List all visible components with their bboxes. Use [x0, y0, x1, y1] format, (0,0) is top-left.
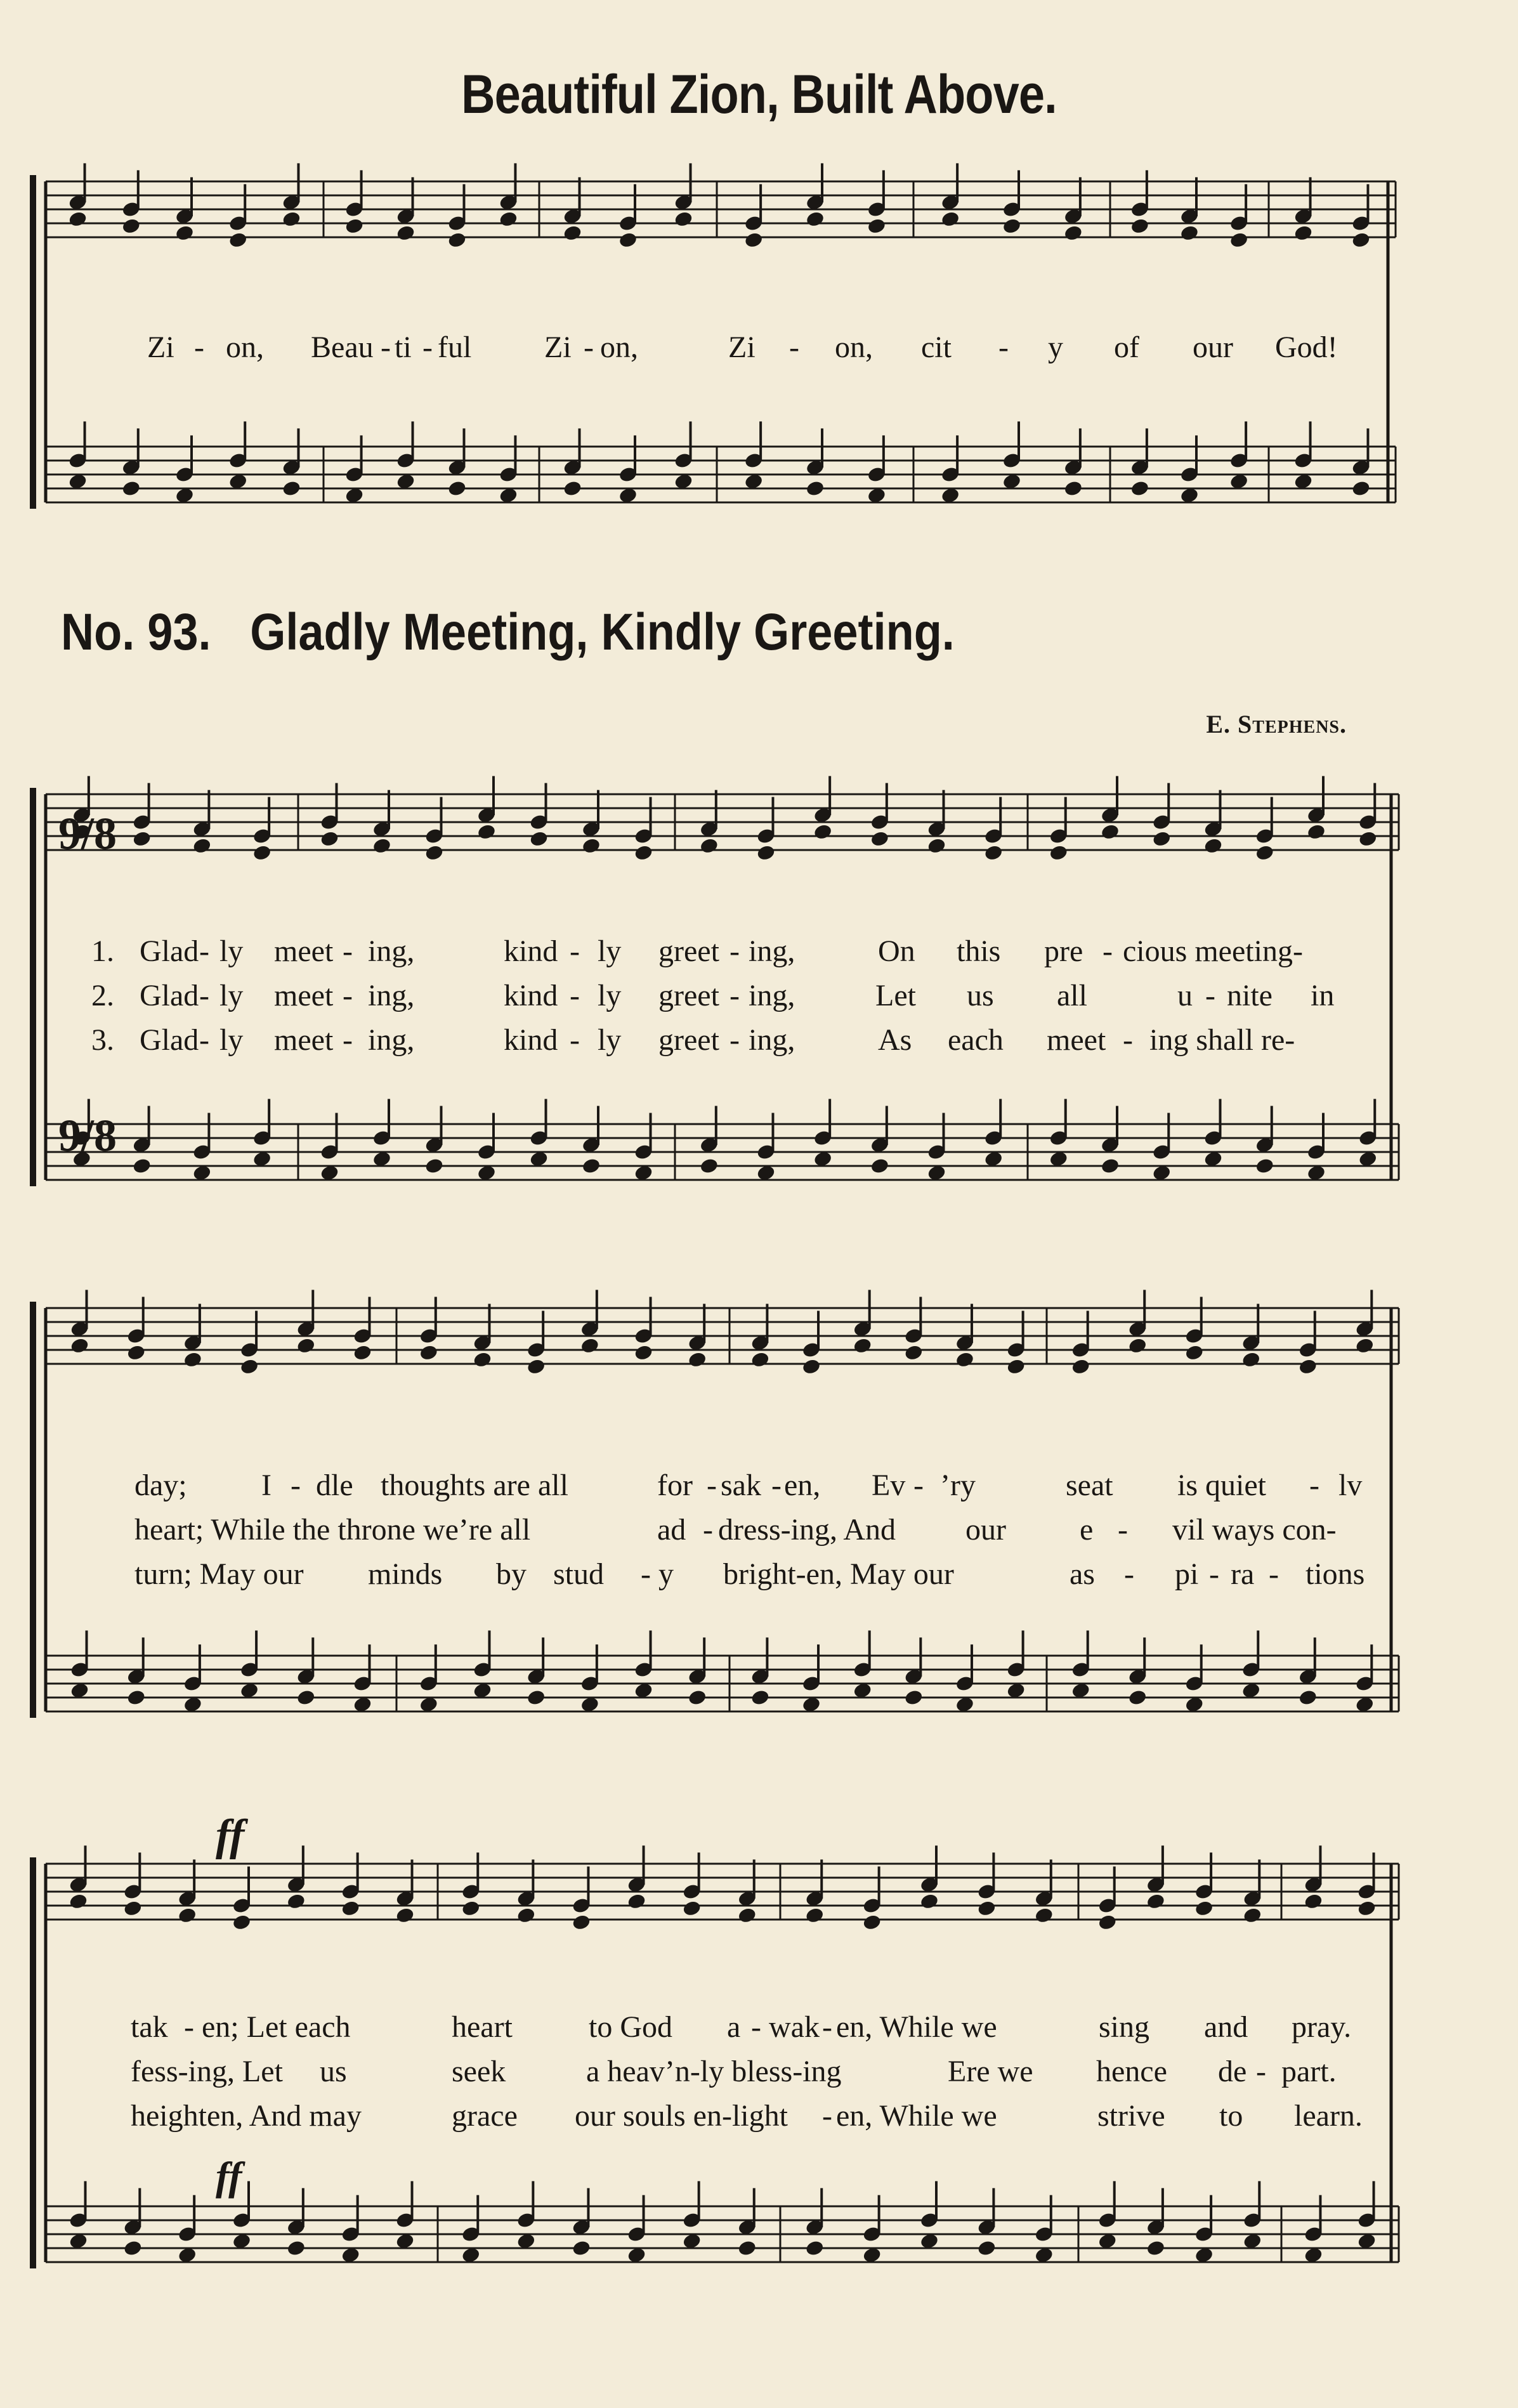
- note-head: [1243, 1907, 1262, 1925]
- lyric-word: Let: [875, 979, 916, 1012]
- note-head: [396, 225, 415, 242]
- note-head: [1203, 837, 1223, 855]
- lyric-hyphen: -: [1309, 1469, 1319, 1502]
- note-head: [232, 1914, 251, 1932]
- lyric-hyphen: -: [199, 934, 209, 968]
- note-head: [1194, 1900, 1214, 1918]
- lyric-word: fess-ing, Let: [131, 2055, 283, 2088]
- lyric-word: ra: [1231, 1557, 1255, 1591]
- lyric-word: cious meeting-: [1123, 934, 1303, 968]
- lyric-word: pre: [1044, 934, 1083, 968]
- note-head: [527, 1358, 546, 1376]
- note-head: [1152, 830, 1172, 848]
- lyric-word: ly: [598, 1023, 622, 1057]
- lyric-word: kind: [504, 979, 558, 1012]
- lyric-hyphen: -: [822, 2099, 832, 2133]
- lyric-word: Glad: [140, 979, 199, 1012]
- note-head: [756, 844, 776, 862]
- lyric-word: all: [1057, 979, 1087, 1012]
- lyric-word: lv: [1338, 1469, 1363, 1502]
- lyric-word: our souls en-light: [575, 2099, 788, 2133]
- lyric-hyphen: -: [789, 330, 799, 364]
- note-head: [572, 2239, 591, 2257]
- lyric-word: As: [878, 1023, 912, 1057]
- note-head: [252, 844, 272, 862]
- note-head: [563, 225, 582, 242]
- note-head: [1100, 1157, 1120, 1175]
- lyric-hyphen: -: [184, 2010, 194, 2044]
- lyric-word: wak: [769, 2010, 820, 2044]
- note-head: [178, 1907, 197, 1925]
- lyric-word: us: [967, 979, 994, 1012]
- note-head: [461, 1900, 481, 1918]
- lyric-word: in: [1311, 979, 1335, 1012]
- dynamic-marking-treble: ff: [216, 1811, 245, 1860]
- lyric-word: Zi: [728, 330, 756, 364]
- note-head: [1071, 1358, 1090, 1376]
- note-head: [750, 1689, 770, 1706]
- lyric-word: grace: [452, 2099, 518, 2133]
- note-head: [174, 225, 194, 242]
- note-head: [1034, 1907, 1054, 1925]
- lyric-word: tak: [131, 2010, 168, 2044]
- note-head: [1146, 1893, 1165, 1911]
- note-head: [1351, 232, 1371, 249]
- note-head: [1128, 1689, 1148, 1706]
- lyric-word: pi: [1175, 1557, 1199, 1591]
- lyric-word: ing,: [368, 1023, 415, 1057]
- lyric-word: heart: [452, 2010, 513, 2044]
- lyric-word: is quiet: [1177, 1469, 1266, 1502]
- lyric-word: part.: [1281, 2055, 1337, 2088]
- lyric-word: on,: [600, 330, 638, 364]
- note-head: [867, 218, 886, 235]
- lyric-word: ing,: [749, 934, 795, 968]
- note-head: [1229, 232, 1248, 249]
- note-head: [123, 1900, 143, 1918]
- lyric-word: our: [1193, 330, 1233, 364]
- note-head: [563, 480, 582, 497]
- lyric-word: y: [658, 1557, 674, 1591]
- note-head: [1184, 1344, 1204, 1362]
- note-head: [688, 1351, 707, 1369]
- lyric-word: meet: [274, 934, 334, 968]
- composer-credit: E. Stephens.: [1206, 710, 1347, 738]
- lyric-word: ing,: [368, 934, 415, 968]
- lyric-hyphen: -: [822, 2010, 832, 2044]
- note-head: [977, 2239, 997, 2257]
- lyric-hyphen: -: [730, 1023, 740, 1057]
- lyric-word: and: [1204, 2010, 1248, 2044]
- note-head: [1255, 1157, 1274, 1175]
- note-head: [132, 830, 152, 848]
- note-head: [1097, 1914, 1117, 1932]
- lyric-word: I: [261, 1469, 272, 1502]
- note-head: [737, 1907, 757, 1925]
- lyric-word: ing shall re-: [1149, 1023, 1295, 1057]
- lyric-word: us: [320, 2055, 347, 2088]
- lyric-hyphen: -: [199, 979, 209, 1012]
- lyric-word: pray.: [1292, 2010, 1352, 2044]
- lyric-word: as: [1070, 1557, 1095, 1591]
- lyric-hyphen: -: [194, 330, 204, 364]
- lyric-hyphen: -: [291, 1469, 301, 1502]
- note-head: [1128, 1337, 1148, 1355]
- note-head: [192, 837, 212, 855]
- lyric-hyphen: -: [771, 1469, 782, 1502]
- lyric-hyphen: -: [570, 934, 580, 968]
- hymn-title: Gladly Meeting, Kindly Greeting.: [250, 603, 955, 661]
- lyric-word: en, While we: [836, 2099, 997, 2133]
- lyric-word: kind: [504, 934, 558, 968]
- lyric-word: a heav’n-ly bless-ing: [586, 2055, 842, 2088]
- note-head: [870, 1157, 889, 1175]
- lyric-word: hence: [1096, 2055, 1167, 2088]
- lyric-word: meet: [274, 1023, 334, 1057]
- lyric-word: by: [496, 1557, 527, 1591]
- note-head: [72, 823, 91, 841]
- lyric-word: ly: [598, 979, 622, 1012]
- lyric-hyphen: -: [199, 1023, 209, 1057]
- lyric-hyphen: -: [751, 2010, 761, 2044]
- note-head: [126, 1689, 146, 1706]
- note-head: [805, 480, 825, 497]
- lyric-hyphen: -: [570, 1023, 580, 1057]
- note-head: [1351, 480, 1371, 497]
- lyric-word: u: [1177, 979, 1193, 1012]
- note-head: [286, 2239, 306, 2257]
- note-head: [296, 1689, 316, 1706]
- lyric-word: meet: [274, 979, 334, 1012]
- note-head: [927, 837, 946, 855]
- note-head: [674, 211, 693, 228]
- lyric-word: greet: [658, 1023, 719, 1057]
- lyric-word: this: [957, 934, 1001, 968]
- verse-number: 3.: [91, 1023, 114, 1057]
- lyric-word: ly: [219, 1023, 244, 1057]
- lyric-word: heighten, And may: [131, 2099, 362, 2133]
- time-signature-treble: 9/8: [58, 808, 117, 859]
- lyric-hyphen: -: [1256, 2055, 1266, 2088]
- note-head: [618, 232, 638, 249]
- note-head: [580, 1337, 599, 1355]
- lyric-hyphen: -: [1103, 934, 1113, 968]
- lyric-hyphen: -: [343, 934, 353, 968]
- lyric-word: meet: [1047, 1023, 1106, 1057]
- note-head: [424, 844, 444, 862]
- note-head: [750, 1351, 770, 1369]
- note-head: [805, 211, 825, 228]
- lyric-word: learn.: [1294, 2099, 1363, 2133]
- lyric-word: strive: [1097, 2099, 1165, 2133]
- note-head: [1006, 1358, 1026, 1376]
- note-head: [984, 844, 1004, 862]
- note-head: [813, 823, 833, 841]
- note-head: [68, 211, 88, 228]
- note-head: [132, 1157, 152, 1175]
- lyric-word: our: [965, 1513, 1006, 1547]
- note-head: [239, 1358, 259, 1376]
- lyric-word: ly: [598, 934, 622, 968]
- lyric-word: en, While we: [836, 2010, 997, 2044]
- lyric-hyphen: -: [1118, 1513, 1128, 1547]
- note-head: [476, 823, 496, 841]
- lyric-word: en; Let each: [202, 2010, 351, 2044]
- note-head: [634, 844, 653, 862]
- note-head: [737, 2239, 757, 2257]
- note-head: [977, 1900, 997, 1918]
- verse-number: 2.: [91, 979, 114, 1012]
- lyric-word: vil ways con-: [1172, 1513, 1337, 1547]
- lyric-word: bright-en, May our: [723, 1557, 954, 1591]
- lyric-word: ing,: [749, 979, 795, 1012]
- lyric-word: sak: [721, 1469, 761, 1502]
- lyric-word: God!: [1275, 330, 1338, 364]
- lyric-hyphen: -: [730, 934, 740, 968]
- note-head: [424, 1157, 444, 1175]
- lyric-word: tions: [1305, 1557, 1365, 1591]
- lyric-word: Zi: [147, 330, 174, 364]
- lyric-word: seat: [1066, 1469, 1113, 1502]
- lyric-hyphen: -: [422, 330, 433, 364]
- note-head: [1063, 225, 1083, 242]
- note-head: [344, 218, 364, 235]
- lyric-word: ing,: [368, 979, 415, 1012]
- lyric-word: dress-ing, And: [718, 1513, 896, 1547]
- dynamic-marking-bass: ff: [216, 2154, 242, 2199]
- lyric-word: a: [727, 2010, 741, 2044]
- note-head: [1130, 218, 1149, 235]
- note-head: [870, 830, 889, 848]
- lyric-word: ing,: [749, 1023, 795, 1057]
- lyric-hyphen: -: [730, 979, 740, 1012]
- note-head: [473, 1351, 492, 1369]
- note-head: [1304, 1893, 1323, 1911]
- lyric-hyphen: -: [1205, 979, 1215, 1012]
- note-head: [1298, 1358, 1318, 1376]
- lyric-word: Glad: [140, 934, 199, 968]
- lyric-word: to God: [589, 2010, 672, 2044]
- lyric-word: ti: [395, 330, 412, 364]
- note-head: [1241, 1351, 1261, 1369]
- lyric-word: greet: [658, 979, 719, 1012]
- note-head: [919, 1893, 939, 1911]
- note-head: [447, 480, 467, 497]
- note-head: [123, 2239, 143, 2257]
- note-head: [320, 830, 339, 848]
- note-head: [572, 1914, 591, 1932]
- note-head: [682, 1900, 702, 1918]
- lyric-word: ful: [438, 330, 472, 364]
- note-head: [516, 1907, 536, 1925]
- lyric-hyphen: -: [913, 1469, 924, 1502]
- note-head: [862, 1914, 882, 1932]
- note-head: [581, 1157, 601, 1175]
- note-head: [353, 1344, 372, 1362]
- note-head: [183, 1351, 202, 1369]
- lyric-hyphen: -: [998, 330, 1009, 364]
- lyric-word: ad: [657, 1513, 686, 1547]
- lyric-word: stud: [553, 1557, 605, 1591]
- note-head: [1255, 844, 1274, 862]
- lyric-word: e: [1080, 1513, 1094, 1547]
- note-head: [1002, 218, 1021, 235]
- note-head: [805, 1907, 825, 1925]
- lyric-word: on,: [226, 330, 264, 364]
- note-head: [228, 232, 248, 249]
- note-head: [286, 1893, 306, 1911]
- lyric-hyphen: -: [1123, 1023, 1133, 1057]
- note-head: [69, 1893, 88, 1911]
- note-head: [940, 211, 960, 228]
- note-head: [1063, 480, 1083, 497]
- lyric-word: ly: [219, 934, 244, 968]
- note-head: [1130, 480, 1149, 497]
- note-head: [527, 1689, 546, 1706]
- note-head: [1355, 1337, 1375, 1355]
- hymn-number: No. 93.: [61, 603, 211, 661]
- note-head: [1358, 830, 1378, 848]
- lyric-word: of: [1114, 330, 1139, 364]
- lyric-hyphen: -: [584, 330, 594, 364]
- note-head: [699, 1157, 719, 1175]
- note-head: [282, 211, 301, 228]
- note-head: [634, 1344, 653, 1362]
- note-head: [581, 837, 601, 855]
- note-head: [341, 1900, 360, 1918]
- note-head: [121, 218, 141, 235]
- note-head: [529, 830, 549, 848]
- note-head: [395, 1907, 415, 1925]
- lyric-hyphen: -: [343, 1023, 353, 1057]
- lyric-hyphen: -: [641, 1557, 651, 1591]
- lyric-hyphen: -: [703, 1513, 713, 1547]
- lyric-hyphen: -: [1124, 1557, 1134, 1591]
- note-head: [1293, 225, 1313, 242]
- lyric-word: de: [1218, 2055, 1247, 2088]
- lyric-word: minds: [368, 1557, 443, 1591]
- note-head: [627, 1893, 646, 1911]
- song-title-top: Beautiful Zion, Built Above.: [461, 64, 1057, 125]
- lyric-hyphen: -: [707, 1469, 717, 1502]
- note-head: [1357, 1900, 1377, 1918]
- note-head: [447, 232, 467, 249]
- note-head: [801, 1358, 821, 1376]
- note-head: [121, 480, 141, 497]
- note-head: [1179, 225, 1199, 242]
- lyric-word: day;: [134, 1469, 187, 1502]
- time-signature-bass: 9/8: [58, 1110, 117, 1161]
- lyric-hyphen: -: [1269, 1557, 1279, 1591]
- note-head: [853, 1337, 872, 1355]
- note-head: [282, 480, 301, 497]
- lyric-word: Zi: [544, 330, 572, 364]
- lyric-word: sing: [1099, 2010, 1150, 2044]
- note-head: [499, 211, 518, 228]
- note-head: [904, 1344, 924, 1362]
- lyric-hyphen: -: [343, 979, 353, 1012]
- note-head: [1049, 844, 1068, 862]
- lyric-word: greet: [658, 934, 719, 968]
- note-head: [904, 1689, 924, 1706]
- lyric-word: ly: [219, 979, 244, 1012]
- lyric-word: en,: [784, 1469, 821, 1502]
- note-head: [296, 1337, 316, 1355]
- lyric-word: kind: [504, 1023, 558, 1057]
- hymn-heading: [61, 603, 955, 662]
- lyric-word: to: [1219, 2099, 1243, 2133]
- note-head: [70, 1337, 89, 1355]
- lyric-word: cit: [921, 330, 952, 364]
- note-head: [688, 1689, 707, 1706]
- note-head: [372, 837, 391, 855]
- lyric-word: ’ry: [940, 1469, 976, 1502]
- lyric-word: each: [948, 1023, 1004, 1057]
- lyric-word: Glad: [140, 1023, 199, 1057]
- lyric-word: Ere we: [948, 2055, 1033, 2088]
- lyric-word: heart; While the throne we’re all: [134, 1513, 531, 1547]
- lyric-word: dle: [316, 1469, 353, 1502]
- note-head: [126, 1344, 146, 1362]
- lyric-word: Ev: [872, 1469, 906, 1502]
- lyric-word: thoughts are all: [381, 1469, 568, 1502]
- lyric-hyphen: -: [570, 979, 580, 1012]
- lyric-word: on,: [835, 330, 873, 364]
- lyric-hyphen: -: [1209, 1557, 1219, 1591]
- note-head: [1146, 2239, 1165, 2257]
- lyric-word: turn; May our: [134, 1557, 304, 1591]
- lyric-word: Beau: [311, 330, 374, 364]
- note-head: [419, 1344, 438, 1362]
- note-head: [1100, 823, 1120, 841]
- lyric-word: for: [657, 1469, 693, 1502]
- verse-number: 1.: [91, 934, 114, 968]
- note-head: [1298, 1689, 1318, 1706]
- note-head: [743, 232, 763, 249]
- lyric-hyphen: -: [381, 330, 391, 364]
- lyric-word: seek: [452, 2055, 506, 2088]
- note-head: [1306, 823, 1326, 841]
- lyric-word: y: [1048, 330, 1063, 364]
- lyric-word: On: [878, 934, 915, 968]
- note-head: [805, 2239, 825, 2257]
- note-head: [699, 837, 719, 855]
- note-head: [955, 1351, 974, 1369]
- lyric-word: nite: [1227, 979, 1273, 1012]
